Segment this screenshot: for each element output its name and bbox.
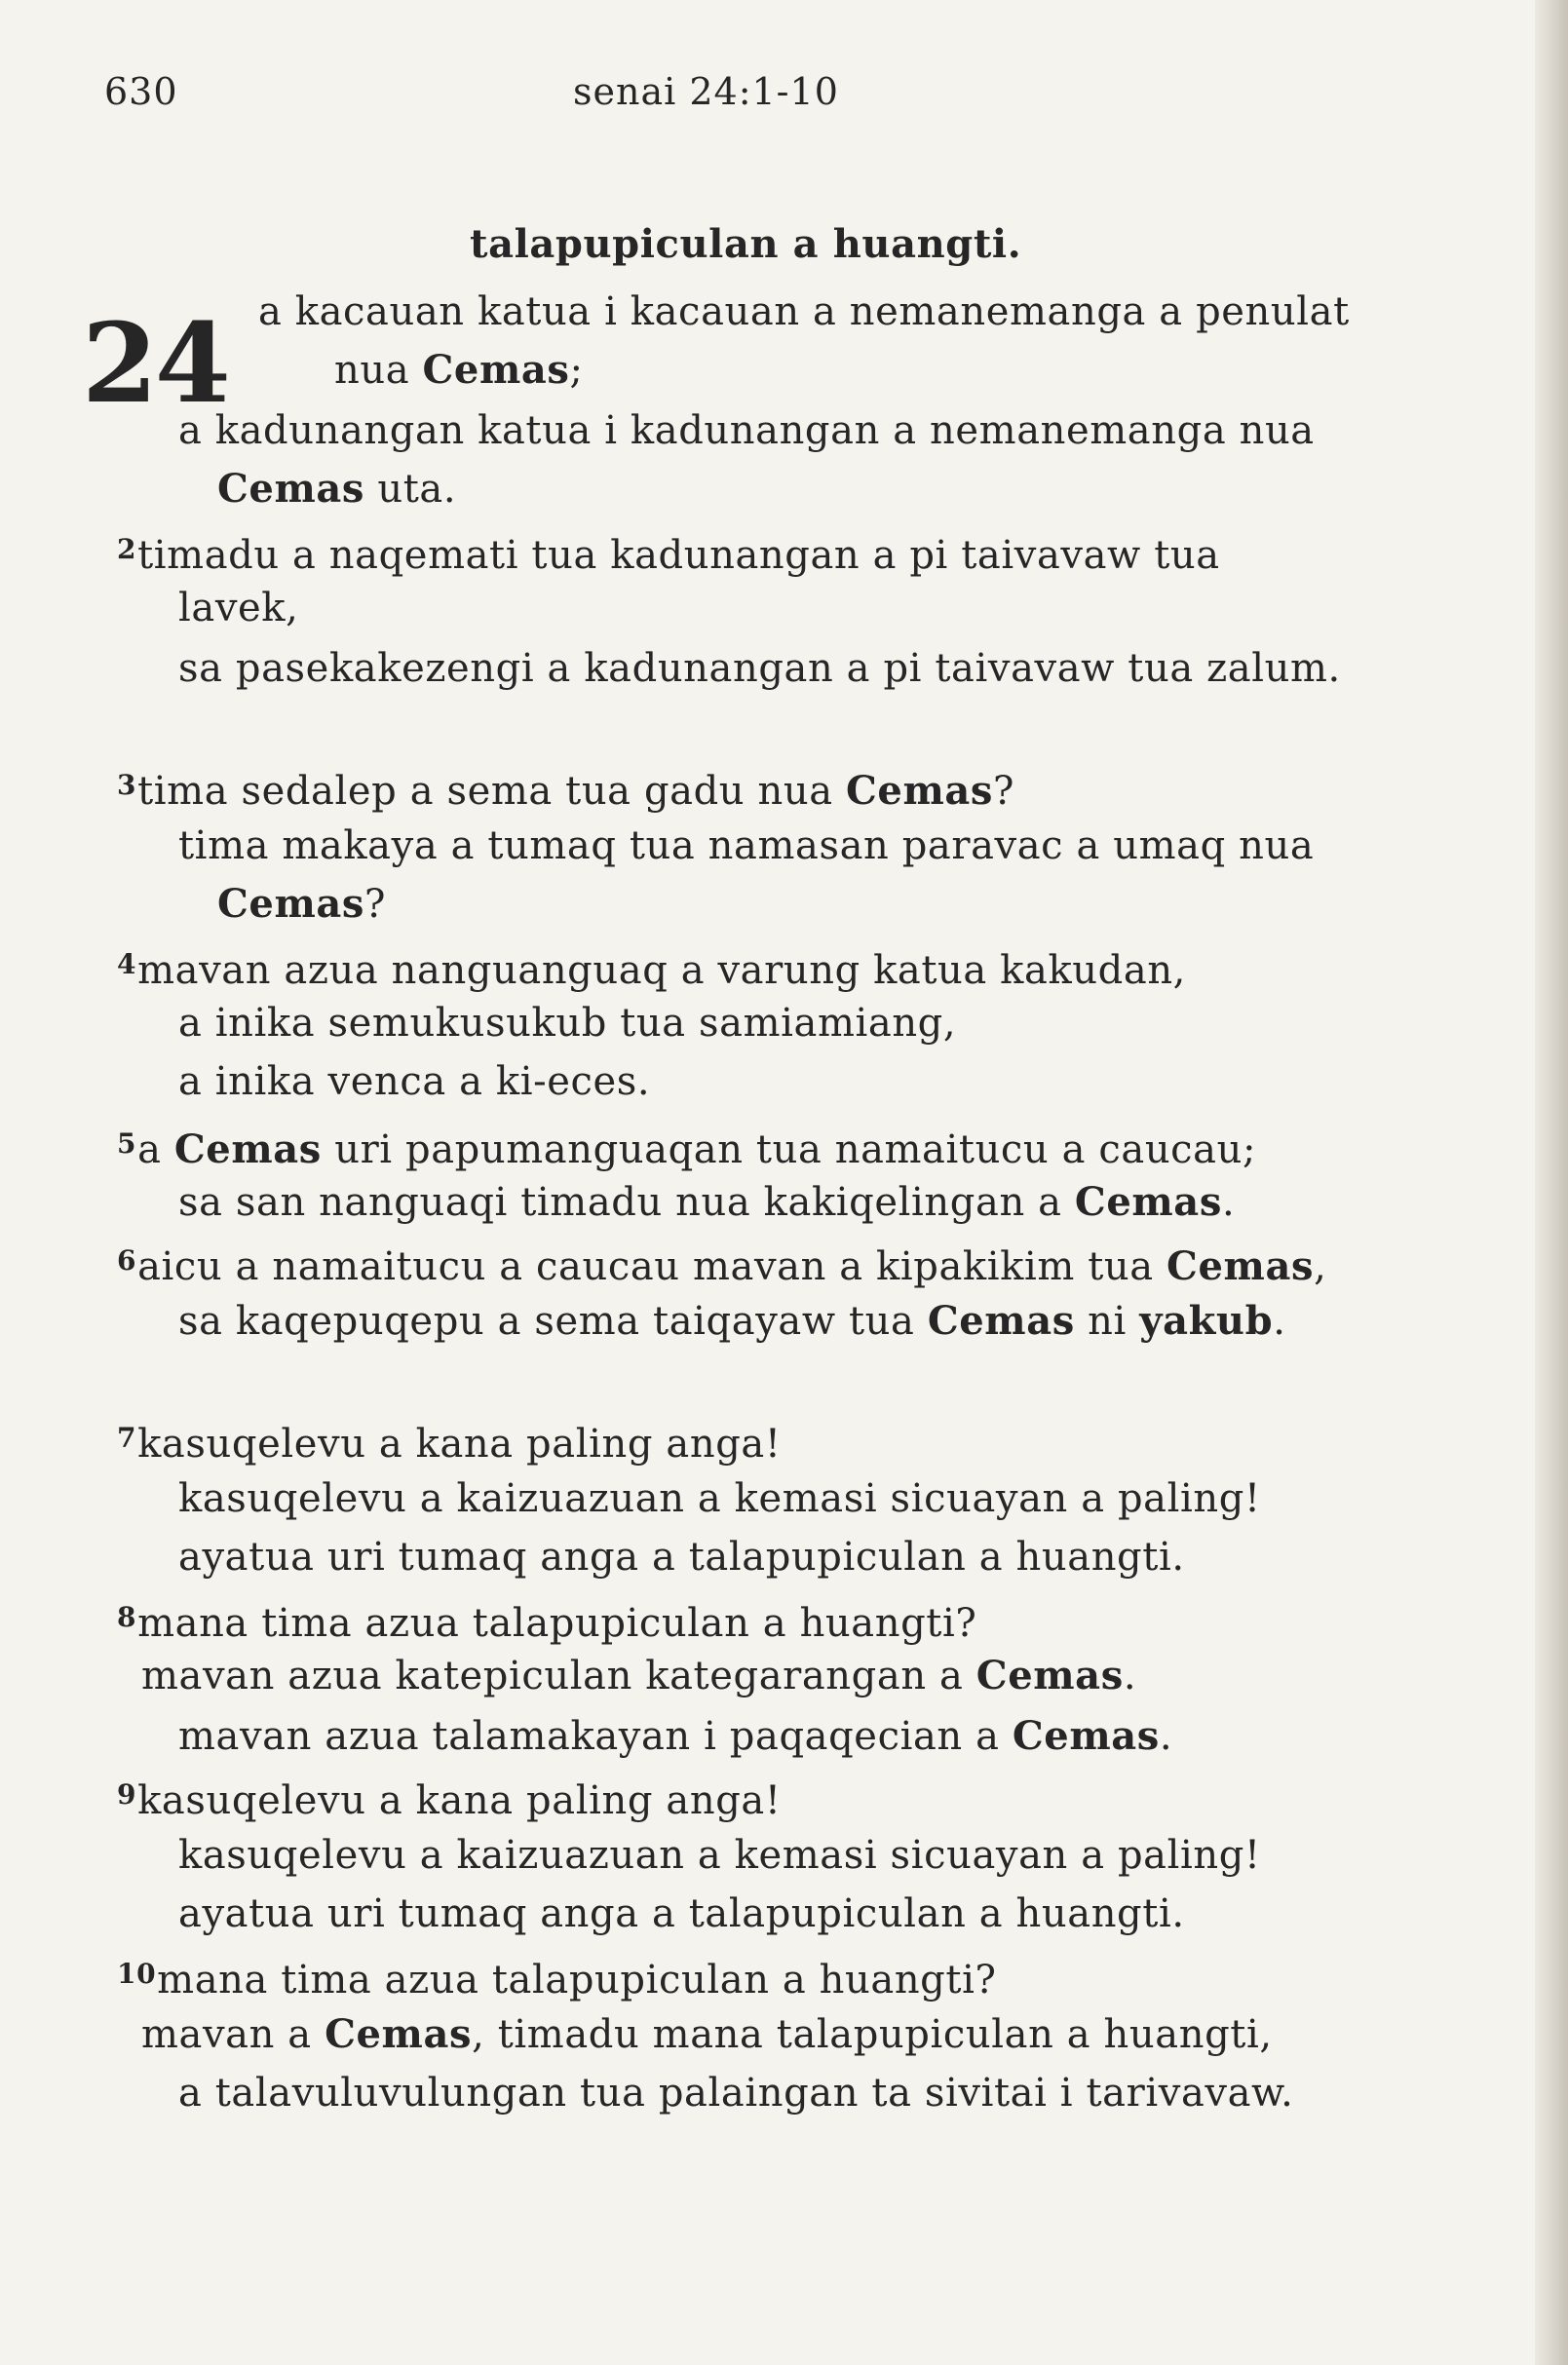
text-segment: ayatua uri tumaq anga a talapupiculan a huangti. bbox=[178, 1891, 1185, 1936]
text-segment: uta. bbox=[364, 467, 457, 512]
poetry-line bbox=[178, 407, 1315, 454]
verse-line bbox=[117, 526, 1220, 579]
poetry-line bbox=[141, 1653, 1136, 1699]
verse-line bbox=[117, 1594, 976, 1647]
text-segment: tima sedalep a sema tua gadu nua bbox=[137, 768, 846, 814]
bold-term: Cemas bbox=[845, 767, 994, 814]
verse-number: 5 bbox=[117, 1127, 137, 1160]
text-segment: a kacauan katua i kacauan a nemanemanga a penulat bbox=[258, 289, 1350, 334]
text-segment: lavek, bbox=[178, 586, 299, 630]
text-segment: nua bbox=[334, 348, 423, 393]
poetry-line bbox=[258, 288, 1350, 335]
text-segment: mavan azua katepiculan kategarangan a bbox=[141, 1654, 976, 1698]
text-segment: , timadu mana talapupiculan a huangti, bbox=[472, 2012, 1273, 2057]
text-segment: kasuqelevu a kaizuazuan a kemasi sicuayan a paling! bbox=[178, 1833, 1261, 1878]
text-segment: kasuqelevu a kaizuazuan a kemasi sicuayan a paling! bbox=[178, 1476, 1261, 1521]
poetry-line bbox=[178, 2070, 1293, 2117]
poetry-line bbox=[178, 1058, 650, 1105]
text-segment: kasuqelevu a kana paling anga! bbox=[137, 1421, 782, 1467]
page-number: 630 bbox=[104, 70, 178, 113]
poetry-line bbox=[334, 347, 584, 394]
bold-term: Cemas bbox=[173, 1125, 322, 1172]
section-heading: talapupiculan a huangti. bbox=[470, 221, 1022, 267]
bold-term: Cemas bbox=[1074, 1179, 1222, 1225]
bold-term: Cemas bbox=[1012, 1713, 1160, 1759]
text-segment: ni bbox=[1074, 1299, 1140, 1344]
verse-number: 8 bbox=[117, 1601, 137, 1633]
poetry-line bbox=[217, 466, 456, 513]
text-segment: ? bbox=[993, 768, 1015, 814]
poetry-line bbox=[178, 1534, 1185, 1581]
bold-term: yakub bbox=[1139, 1298, 1274, 1344]
bold-term: Cemas bbox=[927, 1298, 1075, 1344]
poetry-line bbox=[178, 1890, 1185, 1937]
text-segment: a inika semukusukub tua samiamiang, bbox=[178, 1001, 957, 1046]
text-segment: mana tima azua talapupiculan a huangti? bbox=[157, 1957, 997, 2003]
text-segment: a kadunangan katua i kadunangan a nemanemanga nua bbox=[178, 408, 1315, 453]
poetry-line bbox=[141, 2011, 1273, 2058]
verse-number: 6 bbox=[117, 1244, 137, 1277]
text-segment: aicu a namaitucu a caucau mavan a kipakikim tua bbox=[137, 1243, 1167, 1289]
bold-term: Cemas bbox=[422, 347, 570, 393]
poetry-line bbox=[178, 1475, 1261, 1522]
verse-number: 2 bbox=[117, 533, 137, 565]
bold-term: Cemas bbox=[325, 2011, 473, 2057]
text-segment: . bbox=[1159, 1714, 1173, 1759]
text-segment: tima makaya a tumaq tua namasan paravac a umaq nua bbox=[178, 823, 1315, 868]
text-segment: . bbox=[1123, 1654, 1137, 1698]
verse-line bbox=[117, 1238, 1326, 1290]
verse-number: 3 bbox=[117, 769, 137, 801]
poetry-line bbox=[217, 881, 386, 928]
verse-line bbox=[117, 1951, 997, 2003]
text-segment: uri papumanguaqan tua namaitucu a caucau; bbox=[321, 1126, 1257, 1172]
bold-term: Cemas bbox=[975, 1653, 1124, 1698]
verse-line bbox=[117, 762, 1014, 815]
text-segment: a bbox=[137, 1126, 174, 1172]
text-segment: ; bbox=[569, 348, 584, 393]
verse-line bbox=[117, 1415, 782, 1468]
text-segment: mana tima azua talapupiculan a huangti? bbox=[137, 1600, 977, 1646]
text-segment: . bbox=[1221, 1180, 1236, 1225]
book-page-edge bbox=[1535, 0, 1568, 2365]
text-segment: kasuqelevu a kana paling anga! bbox=[137, 1777, 782, 1823]
text-segment: sa san nanguaqi timadu nua kakiqelingan a bbox=[178, 1180, 1075, 1225]
poetry-line bbox=[178, 585, 298, 631]
poetry-line bbox=[178, 645, 1341, 692]
verse-number: 4 bbox=[117, 948, 137, 980]
verse-line bbox=[117, 1772, 782, 1824]
text-segment: sa pasekakezengi a kadunangan a pi taivavaw tua zalum. bbox=[178, 646, 1341, 691]
text-segment: mavan azua nanguanguaq a varung katua kakudan, bbox=[137, 947, 1186, 993]
text-segment: . bbox=[1273, 1299, 1286, 1344]
poetry-line bbox=[178, 1298, 1286, 1345]
poetry-line bbox=[178, 1000, 956, 1047]
verse-number: 7 bbox=[117, 1422, 137, 1454]
text-segment: , bbox=[1314, 1243, 1327, 1289]
text-segment: mavan a bbox=[141, 2012, 325, 2057]
chapter-reference: senai 24:1-10 bbox=[573, 70, 839, 113]
text-segment: ? bbox=[364, 882, 387, 927]
text-segment: a talavuluvulungan tua palaingan ta sivitai i tarivavaw. bbox=[178, 2071, 1294, 2116]
poetry-line bbox=[178, 1832, 1261, 1879]
chapter-number: 24 bbox=[82, 300, 228, 428]
bold-term: Cemas bbox=[217, 881, 365, 927]
text-segment: ayatua uri tumaq anga a talapupiculan a huangti. bbox=[178, 1535, 1185, 1580]
bold-term: Cemas bbox=[217, 466, 365, 512]
verse-number: 10 bbox=[117, 1958, 157, 1990]
text-segment: a inika venca a ki-eces. bbox=[178, 1059, 651, 1104]
bold-term: Cemas bbox=[1166, 1242, 1315, 1289]
verse-number: 9 bbox=[117, 1778, 137, 1811]
text-segment: timadu a naqemati tua kadunangan a pi taivavaw tua bbox=[137, 532, 1220, 578]
poetry-line bbox=[178, 1179, 1235, 1226]
verse-line bbox=[117, 1121, 1256, 1173]
verse-line bbox=[117, 941, 1186, 994]
poetry-line bbox=[178, 1713, 1172, 1760]
text-segment: sa kaqepuqepu a sema taiqayaw tua bbox=[178, 1299, 928, 1344]
poetry-line bbox=[178, 822, 1314, 869]
text-segment: mavan azua talamakayan i paqaqecian a bbox=[178, 1714, 1013, 1759]
running-header bbox=[0, 70, 1568, 129]
